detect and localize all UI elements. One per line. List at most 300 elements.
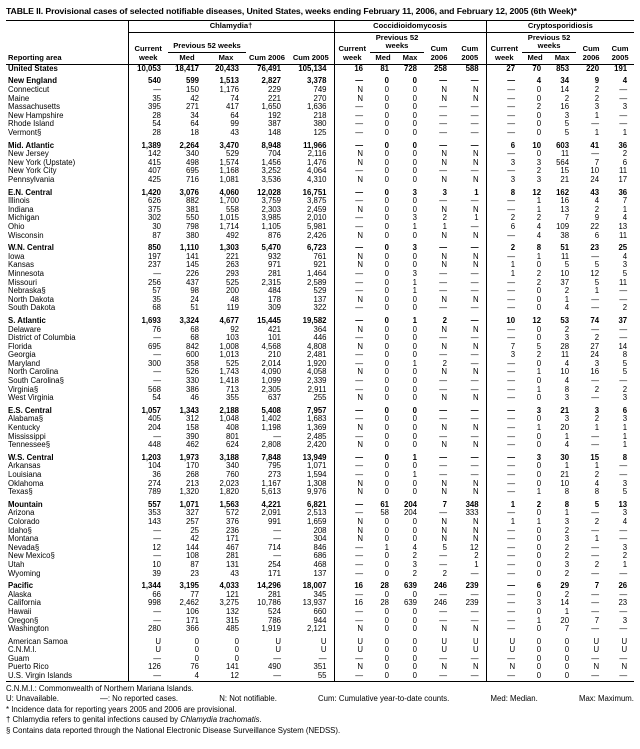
value-cell: 2,315 [261,278,281,287]
value-cell: 0 [522,672,548,681]
value-cell: — [424,672,454,681]
value-cell: — [486,304,522,313]
value-cell: — [486,206,522,215]
value-cell: 529 [225,150,239,159]
value-cell: 0 [384,129,390,138]
value-cell: 876 [267,231,281,240]
value-cell: — [470,385,479,394]
value-cell: 0 [384,316,390,325]
value-cell: 728 [404,64,418,73]
value-cell: 1 [536,488,542,497]
reporting-area-row [6,86,634,95]
value-cell: 10 [590,167,600,176]
reporting-area-cell: New England [8,77,57,86]
value-cell: 8,948 [261,141,281,150]
value-cell: 1 [486,518,522,527]
value-cell: U [621,637,628,646]
value-cell: 1,973 [179,453,199,462]
value-cell: 1,048 [219,415,239,424]
value-cell: 43 [230,569,239,578]
value-cell: N [334,159,370,168]
value-cell: — [591,252,600,261]
value-cell: N [472,150,479,159]
value-cell: 0 [194,654,199,663]
value-cell: 24 [590,176,600,184]
value-cell: 10 [128,561,168,570]
value-cell: 0 [384,261,390,270]
value-cell: 43 [590,188,600,197]
reporting-area-row [6,120,634,129]
value-cell: 713 [225,385,239,394]
reporting-area-row [6,360,634,369]
value-cell: 0 [412,334,418,343]
value-cell: 36 [128,471,168,480]
value-cell: 35 [128,296,168,305]
value-cell: 0 [536,462,542,471]
value-cell: 7 [564,625,570,634]
value-cell: 11 [560,252,570,261]
value-cell: 0 [384,141,390,150]
reporting-area-cell: California [8,599,41,608]
value-cell: 0 [412,150,418,159]
value-cell: 0 [370,672,396,681]
value-cell: 21 [560,406,570,415]
value-cell: 20 [560,616,570,625]
value-cell: 1,203 [128,454,168,463]
value-cell: 13,949 [302,453,327,462]
value-cell: — [334,77,370,86]
value-cell: N [441,231,448,240]
value-cell: 0 [564,646,570,655]
reporting-area-row [6,518,634,527]
value-cell: 34 [190,111,199,120]
value-cell: 971 [267,261,281,270]
value-cell: 2 [622,385,628,394]
reporting-area-row [6,415,634,424]
value-cell: 0 [536,394,542,403]
value-cell: 92 [230,325,239,334]
value-cell: 1,714 [219,222,239,231]
value-cell: — [470,222,479,231]
value-cell: — [486,407,522,416]
value-cell: 467 [225,543,239,552]
reporting-area-row [6,279,634,288]
value-cell: 540 [128,77,168,86]
value-cell: N [441,368,448,377]
value-cell: — [439,462,448,471]
value-cell: 0 [412,111,418,120]
value-cell: 484 [267,287,281,296]
value-cell: N [441,535,448,544]
col-header-current-week: Current week [334,32,370,64]
value-cell: 11 [560,150,570,159]
value-cell: 1,105 [261,222,281,231]
value-cell: 27 [486,64,522,73]
value-cell: — [591,304,600,313]
value-cell: — [334,462,370,471]
value-cell: 376 [225,517,239,526]
value-cell: 2 [486,214,522,223]
reporting-area-cell: Delaware [8,325,41,334]
value-cell: 30 [128,223,168,232]
value-cell: N [334,488,370,497]
value-cell: 932 [267,252,281,261]
value-cell: — [273,432,281,441]
value-cell: — [273,654,281,663]
value-cell: 0 [384,205,390,214]
reporting-area-row [6,129,634,138]
value-cell: — [486,197,522,206]
value-cell: 0 [384,197,390,206]
reporting-area-row [6,232,634,241]
value-cell: 795 [267,462,281,471]
value-cell: 4 [412,543,418,552]
value-cell: — [128,433,168,442]
reporting-area-cell: Maine [8,94,30,103]
value-cell: 5 [622,359,628,368]
value-cell: 395 [128,103,168,112]
value-cell: 0 [536,150,542,159]
value-cell: — [128,351,168,360]
value-cell: 1,198 [261,424,281,433]
value-cell: 41 [590,141,600,150]
value-cell: N [334,368,370,377]
value-cell: 10,053 [128,64,168,73]
value-cell: N [334,261,370,270]
value-cell: N [334,95,370,104]
value-cell: — [439,103,448,112]
value-cell: 0 [384,158,390,167]
value-cell: 1 [412,287,418,296]
value-cell: N [472,517,479,526]
reporting-area-row [6,197,634,206]
value-cell: 1,594 [307,471,327,479]
value-cell: 600 [185,351,199,360]
value-cell: 3 [564,334,570,343]
value-cell: 0 [412,663,418,672]
value-cell: 4 [594,197,600,206]
value-cell: 0 [384,269,390,278]
value-cell: N [472,176,479,184]
value-cell: N [472,488,479,497]
value-cell: 798 [185,222,199,231]
value-cell: — [619,334,628,343]
value-cell: 2,485 [307,432,327,441]
footnote-chlamydia-italic: Chlamydia trachomatis [180,715,260,725]
value-cell: 239 [465,582,479,591]
reporting-area-row [6,206,634,215]
value-cell: 1,008 [219,342,239,351]
value-cell: — [439,590,448,599]
value-cell: 16,751 [302,188,327,197]
value-cell: 204 [128,424,168,433]
reporting-area-cell: New Hampshire [8,111,64,120]
value-cell: 387 [267,120,281,129]
value-cell: 695 [128,343,168,352]
value-cell: — [619,654,628,663]
value-cell: 0 [384,663,390,672]
value-cell: 270 [313,94,327,103]
value-cell: 390 [185,432,199,441]
value-cell: 3,470 [219,141,239,150]
value-cell: 3 [536,599,542,608]
value-cell: 0 [384,334,390,343]
reporting-area-cell: Arkansas [8,462,41,471]
reporting-area-row [6,270,634,279]
value-cell: — [619,325,628,334]
value-cell: — [470,141,479,150]
value-cell: U [472,646,479,655]
value-cell: — [470,103,479,112]
value-cell: 2 [594,471,600,479]
value-cell: 2 [594,205,600,214]
value-cell: 1,343 [179,406,199,415]
value-cell: N [441,295,448,304]
value-cell: 714 [267,543,281,552]
value-cell: N [472,424,479,433]
value-cell: N [472,368,479,377]
value-cell: 1 [594,424,600,433]
value-cell: 1 [412,453,418,462]
reporting-area-cell: Indiana [8,205,34,214]
value-cell: 12 [469,543,479,552]
value-cell: 87 [128,232,168,241]
value-cell: 315 [225,616,239,625]
value-cell: 20 [560,424,570,433]
value-cell: U [275,646,281,655]
value-cell: 4 [536,77,542,86]
value-cell: N [472,205,479,214]
value-cell: — [486,480,522,489]
value-cell: 0 [536,86,542,95]
value-cell: — [439,244,448,253]
value-cell: 4 [564,377,570,386]
legend-item: Cum: Cumulative year-to-date counts. [318,694,450,704]
region-total-row [6,501,634,510]
value-cell: N [441,261,448,270]
value-cell: 0 [384,441,390,450]
value-cell: 4 [622,252,628,261]
value-cell: — [486,591,522,600]
value-cell: 1,168 [219,167,239,176]
value-cell: 2,188 [219,406,239,415]
value-cell: 1 [594,129,600,138]
value-cell: — [470,111,479,120]
reporting-area-row [6,159,634,168]
legend-item: U: Unavailable. [6,694,59,704]
region-total-row [6,189,634,198]
value-cell: N [441,424,448,433]
value-cell: 2 [474,552,479,561]
value-cell: 944 [313,616,327,625]
value-cell: 5 [564,261,570,270]
value-cell: N [334,343,370,352]
col-header-cum-2005: Cum 2005 [606,32,634,64]
value-cell: — [486,433,522,442]
value-cell: N [334,424,370,433]
value-cell: 550 [185,214,199,223]
col-header-med: Med [522,53,548,65]
reporting-area-row [6,103,634,112]
value-cell: N [334,535,370,544]
value-cell: — [591,295,600,304]
value-cell: 2,462 [179,599,199,608]
value-cell: N [334,394,370,403]
value-cell: 3,536 [261,176,281,184]
reporting-area-row [6,617,634,626]
value-cell: — [486,599,522,608]
value-cell: 760 [225,471,239,479]
value-cell: U [486,646,522,655]
value-cell: 11 [560,351,570,360]
value-cell: 0 [412,646,418,655]
value-cell: 0 [536,334,542,343]
value-cell: 405 [128,415,168,424]
value-cell: 0 [412,637,418,646]
value-cell: N [441,625,448,634]
value-cell: 3 [622,394,628,403]
value-cell: 178 [267,295,281,304]
value-cell: 0 [384,325,390,334]
value-cell: 218 [313,111,327,120]
value-cell: 4,568 [261,342,281,351]
value-cell: 4 [622,77,628,86]
col-header-previous-52-weeks: Previous 52 weeks [522,32,576,52]
value-cell: 0 [536,607,542,616]
value-cell: 4,060 [219,188,239,197]
group-header-cryptosporidiosis: Cryptosporidiosis [486,21,634,33]
value-cell: N [334,150,370,159]
region-total-row [6,582,634,591]
value-cell: U [275,637,281,646]
value-cell: 407 [128,167,168,176]
value-cell: 3 [536,158,542,167]
value-cell: — [591,377,600,386]
value-cell: 468 [313,560,327,569]
value-cell: — [439,141,448,150]
value-cell: 6 [622,406,628,415]
value-cell: 0 [384,394,390,403]
value-cell: 761 [313,252,327,261]
value-cell: 2,264 [179,141,199,150]
value-cell: 327 [185,509,199,518]
value-cell: 3 [594,406,600,415]
value-cell: 76 [128,326,168,335]
value-cell: 0 [384,295,390,304]
value-cell: 3 [564,415,570,424]
value-cell: 137 [313,569,327,578]
value-cell: 141 [225,663,239,672]
region-total-row [6,142,634,151]
value-cell: 7 [564,214,570,223]
value-cell: — [619,287,628,296]
value-cell: — [128,368,168,377]
value-cell: N [472,625,479,634]
reporting-area-cell: Utah [8,560,25,569]
value-cell: 48 [230,295,239,304]
value-cell: 258 [434,64,448,73]
value-cell: 16 [334,64,370,73]
value-cell: 0 [412,120,418,129]
value-cell: 4 [594,479,600,488]
value-cell: 0 [412,94,418,103]
value-cell: — [470,316,479,325]
value-cell: N [441,205,448,214]
value-cell: 0 [536,509,542,518]
value-cell: 7 [442,500,448,509]
value-cell: 850 [128,244,168,253]
value-cell: — [334,672,370,681]
value-cell: — [334,279,370,288]
value-cell: 76,491 [257,64,281,73]
value-cell: — [591,509,600,518]
value-cell: 448 [128,441,168,450]
value-cell: — [334,103,370,112]
value-cell: — [439,616,448,625]
value-cell: 14 [560,86,570,95]
value-cell: — [334,454,370,463]
reporting-area-row [6,214,634,223]
value-cell: 108 [185,552,199,561]
reporting-area-cell: Pennsylvania [8,176,55,184]
value-cell: 131 [225,560,239,569]
value-cell: 0 [384,637,390,646]
value-cell: 4,808 [307,342,327,351]
value-cell: 1,015 [219,214,239,223]
value-cell: 626 [128,197,168,206]
value-cell: N [472,325,479,334]
value-cell: 271 [185,103,199,112]
value-cell: 0 [412,304,418,313]
value-cell: 144 [185,543,199,552]
value-cell: 417 [225,103,239,112]
value-cell: 57 [128,287,168,296]
value-cell: 204 [404,500,418,509]
value-cell: — [470,616,479,625]
value-cell: 485 [225,625,239,634]
value-cell: — [439,287,448,296]
value-cell: 380 [313,120,327,129]
value-cell: — [334,351,370,360]
value-cell: 1 [474,188,479,197]
value-cell: 20,433 [215,64,239,73]
value-cell: 1 [412,316,418,325]
value-cell: 2 [536,167,542,176]
value-cell: 801 [225,432,239,441]
value-cell: — [619,377,628,386]
value-cell: 10,786 [257,599,281,608]
value-cell: 1 [594,287,600,296]
value-cell: 1,683 [307,415,327,424]
value-cell: 686 [313,552,327,561]
footnote-nedss: § Contains data reported through the National Electronic Disease Surveillance System (NEDSS). [6,725,341,735]
value-cell: 998 [128,599,168,608]
value-cell: 0 [412,590,418,599]
value-cell: 355 [225,394,239,403]
value-cell: — [470,471,479,479]
reporting-area-cell: Iowa [8,252,25,261]
reporting-area-cell: Missouri [8,278,38,287]
value-cell: — [334,167,370,176]
value-cell: 22 [590,222,600,231]
value-cell: 1 [412,359,418,368]
value-cell: 68 [190,325,199,334]
value-cell: 1 [564,509,570,518]
reporting-area-cell: Vermont§ [8,129,42,138]
value-cell: 2 [594,415,600,424]
value-cell: 3 [622,103,628,112]
value-cell: — [591,599,600,608]
